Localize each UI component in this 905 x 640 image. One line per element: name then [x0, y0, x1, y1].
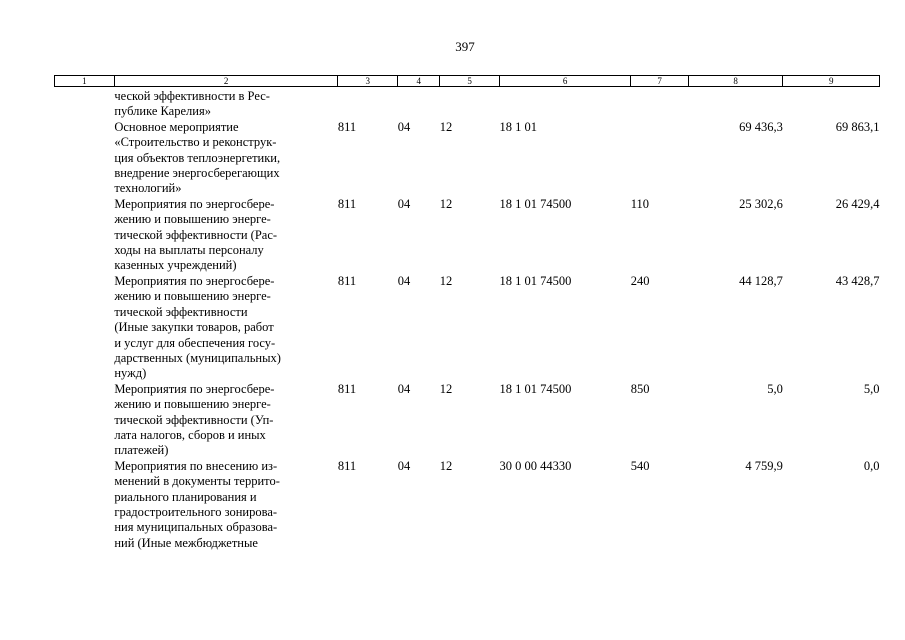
table-row: [55, 87, 880, 120]
cell-expense-type: [631, 87, 689, 120]
cell-amount-1: 44 128,7: [739, 273, 783, 288]
cell-ministry-code: 811: [337, 381, 357, 396]
cell-expense-type: 540: [630, 458, 650, 473]
column-header-6: 6: [500, 76, 631, 87]
cell-amount-1: [688, 87, 782, 120]
cell-section: 04: [397, 381, 411, 396]
column-header-3: 3: [338, 76, 398, 87]
budget-table: [54, 75, 880, 551]
cell-ministry-code: 811: [337, 119, 357, 134]
column-header-4: 4: [398, 76, 440, 87]
cell-subsection: 12: [439, 381, 453, 396]
column-number-row: [55, 76, 880, 87]
cell-amount-1: 4 759,9: [745, 458, 783, 473]
cell-section: 04: [397, 273, 411, 288]
cell-subsection: [440, 87, 500, 120]
column-header-2: 2: [114, 76, 338, 87]
row-name: Мероприятия по энергосбере- жению и повышению энерге- тической эффективности (Рас- ходы на выплаты персоналу казенных учреждений): [114, 196, 278, 273]
row-name: Мероприятия по энергосбере- жению и повышению энерге- тической эффективности (Уп- лата налогов, сборов и иных платежей): [114, 381, 275, 458]
cell-expense-type: 850: [630, 381, 650, 396]
cell-amount-2: 0,0: [863, 458, 880, 473]
cell-amount-2: [783, 87, 880, 120]
cell-amount-1: 69 436,3: [739, 119, 783, 134]
table-row: [55, 274, 880, 382]
cell-amount-2: 26 429,4: [835, 196, 880, 211]
cell-amount-2: 69 863,1: [835, 119, 880, 134]
row-name: Мероприятия по энергосбере- жению и повышению энерге- тической эффективности (Иные закупки товаров, работ и услуг для обеспечения госу- дарственных (муниципальных) нужд): [114, 273, 281, 381]
cell-subsection: 12: [439, 458, 453, 473]
column-header-9: 9: [783, 76, 880, 87]
cell-section: [398, 87, 440, 120]
cell-ministry-code: 811: [337, 196, 357, 211]
cell-target-article: 18 1 01 74500: [499, 196, 572, 211]
row-name: Основное мероприятие «Строительство и реконструк- ция объектов теплоэнергетики, внедрение энергосберегающих технологий»: [114, 119, 281, 196]
cell-ministry-code: 811: [337, 458, 357, 473]
cell-target-article: 30 0 00 44330: [499, 458, 572, 473]
row-name: Мероприятия по внесению из- менений в документы террито- риального планирования и градостроительного зонирова- ния муниципальных образова- ний (Иные межбюджетные: [114, 458, 280, 550]
cell-target-article: 18 1 01: [499, 119, 538, 134]
page-number: 397: [455, 39, 475, 54]
cell-target-article: [500, 87, 631, 120]
table-row: [55, 197, 880, 274]
cell-section: 04: [397, 196, 411, 211]
cell-ministry-code: [338, 87, 398, 120]
cell-amount-2: 5,0: [863, 381, 880, 396]
table-row: [55, 459, 880, 551]
cell-amount-1: 25 302,6: [739, 196, 783, 211]
cell-subsection: 12: [439, 273, 453, 288]
cell-amount-1: 5,0: [767, 381, 783, 396]
cell-section: 04: [397, 119, 411, 134]
column-header-1: 1: [55, 76, 115, 87]
table-row: [55, 120, 880, 197]
column-header-5: 5: [440, 76, 500, 87]
cell-amount-2: 43 428,7: [835, 273, 880, 288]
table-row: [55, 382, 880, 459]
column-header-7: 7: [631, 76, 689, 87]
cell-target-article: 18 1 01 74500: [499, 273, 572, 288]
cell-expense-type: 110: [630, 196, 650, 211]
cell-expense-type: 240: [630, 273, 650, 288]
cell-expense-type: [631, 120, 689, 197]
row-name: ческой эффективности в Рес- публике Карелия»: [114, 89, 270, 119]
cell-target-article: 18 1 01 74500: [499, 381, 572, 396]
cell-subsection: 12: [439, 196, 453, 211]
cell-section: 04: [397, 458, 411, 473]
cell-ministry-code: 811: [337, 273, 357, 288]
cell-subsection: 12: [439, 119, 453, 134]
column-header-8: 8: [688, 76, 782, 87]
